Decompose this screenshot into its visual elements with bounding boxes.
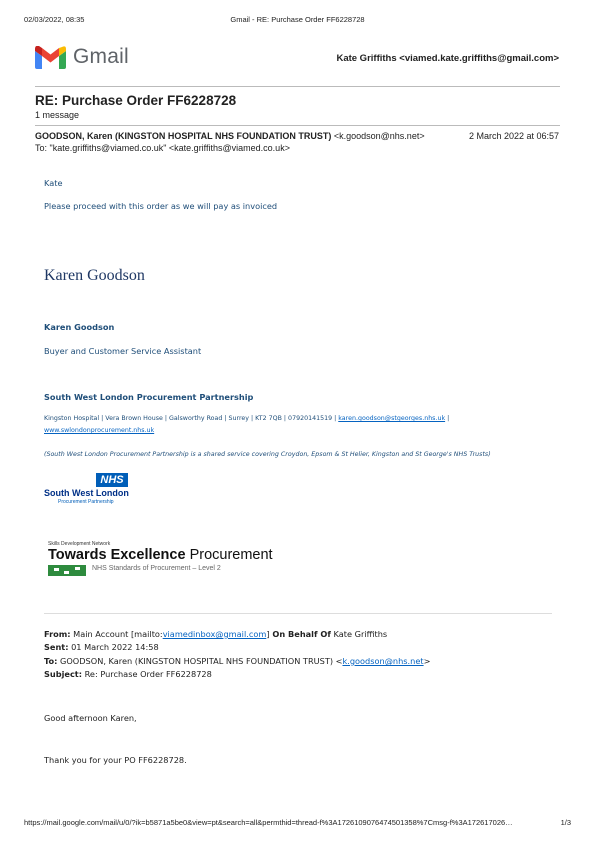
sender-email[interactable]: <k.goodson@nhs.net> xyxy=(333,131,425,141)
quoted-greeting: Good afternoon Karen, xyxy=(44,713,137,723)
thread-divider xyxy=(35,125,560,126)
quoted-to-value: GOODSON, Karen (KINGSTON HOSPITAL NHS FOUNDATION TRUST) < xyxy=(57,656,343,666)
message-date: 2 March 2022 at 06:57 xyxy=(468,131,559,141)
quoted-behalf-label: On Behalf Of xyxy=(269,629,331,639)
quote-divider xyxy=(44,613,552,614)
quoted-subject-line xyxy=(44,669,212,679)
message-count: 1 message xyxy=(35,110,80,120)
quoted-to-link[interactable]: k.goodson@nhs.net xyxy=(342,656,424,666)
quoted-from-text: Main Account [mailto: xyxy=(70,629,163,639)
thread-subject: RE: Purchase Order FF6228728 xyxy=(35,93,237,108)
body-text: Please proceed with this order as we will pay as invoiced xyxy=(44,201,278,211)
signature-org: South West London Procurement Partnership xyxy=(44,392,254,402)
te-logo-small: Skills Development Network xyxy=(48,541,111,547)
signature-note: (South West London Procurement Partnership is a shared service covering Croydon, Epsom & St Helier, Kingston and St George's NHS Trusts) xyxy=(44,451,491,458)
towards-excellence-logo xyxy=(48,541,278,581)
quoted-sent-value: 01 March 2022 14:58 xyxy=(68,642,159,652)
quoted-sent-label: Sent: xyxy=(44,642,69,652)
address-text: Kingston Hospital | Vera Brown House | Galsworthy Road | Surrey | KT2 7QB | 07920141519 | xyxy=(44,415,339,422)
print-url: https://mail.google.com/mail/u/0/?ik=b5871a5be0&view=pt&search=all&permthid=thread-f%3A1726109076474501358%7Cmsg-f%3A172617026… xyxy=(24,818,513,827)
page-number: 1/3 xyxy=(560,818,571,827)
signature-email-link[interactable]: karen.goodson@stgeorges.nhs.uk xyxy=(338,415,446,422)
signature-address xyxy=(44,415,449,422)
quoted-sent-line xyxy=(44,642,159,652)
te-logo-main-bold: Towards Excellence xyxy=(48,547,186,563)
sender-name: GOODSON, Karen (KINGSTON HOSPITAL NHS FOUNDATION TRUST) xyxy=(35,131,332,141)
quoted-from-close: ] xyxy=(266,629,270,639)
address-end: | xyxy=(445,415,450,422)
quoted-to-line xyxy=(44,656,430,666)
quoted-from-link[interactable]: viamedinbox@gmail.com xyxy=(162,629,267,639)
nhs-swl-logo xyxy=(44,473,134,505)
print-title: Gmail - RE: Purchase Order FF6228728 xyxy=(230,15,365,24)
gmail-logo-text: Gmail xyxy=(73,45,129,68)
te-logo-bar xyxy=(48,565,86,576)
gmail-logo[interactable] xyxy=(35,44,129,70)
body-greeting: Kate xyxy=(44,178,63,188)
signature-website-link[interactable]: www.swlondonprocurement.nhs.uk xyxy=(44,427,155,434)
quoted-body-line: Thank you for your PO FF6228728. xyxy=(44,755,187,765)
recipient-line: To: "kate.griffiths@viamed.co.uk" <kate.griffiths@viamed.co.uk> xyxy=(35,143,290,153)
quoted-behalf-name: Kate Griffiths xyxy=(330,629,388,639)
te-logo-main-rest: Procurement xyxy=(185,547,273,563)
sender-line xyxy=(35,131,425,141)
signature-role: Buyer and Customer Service Assistant xyxy=(44,346,202,356)
quoted-from-line xyxy=(44,629,387,639)
quoted-subject-label: Subject: xyxy=(44,669,82,679)
nhs-badge: NHS xyxy=(96,473,128,487)
nhs-logo-line2: Procurement Partnership xyxy=(58,499,114,505)
te-logo-sub: NHS Standards of Procurement – Level 2 xyxy=(92,565,221,572)
quoted-from-label: From: xyxy=(44,629,71,639)
gmail-m-icon xyxy=(35,46,66,69)
header-divider xyxy=(35,86,560,87)
signature-script-name: Karen Goodson xyxy=(44,267,145,284)
account-label: Kate Griffiths <viamed.kate.griffiths@gmail.com> xyxy=(336,53,559,64)
quoted-subject-value: Re: Purchase Order FF6228728 xyxy=(82,669,212,679)
quoted-to-close: > xyxy=(423,656,431,666)
quoted-to-label: To: xyxy=(44,656,58,666)
print-datetime: 02/03/2022, 08:35 xyxy=(24,15,85,24)
nhs-logo-line1: South West London xyxy=(44,488,129,498)
signature-name: Karen Goodson xyxy=(44,322,115,332)
te-logo-main xyxy=(48,547,273,563)
